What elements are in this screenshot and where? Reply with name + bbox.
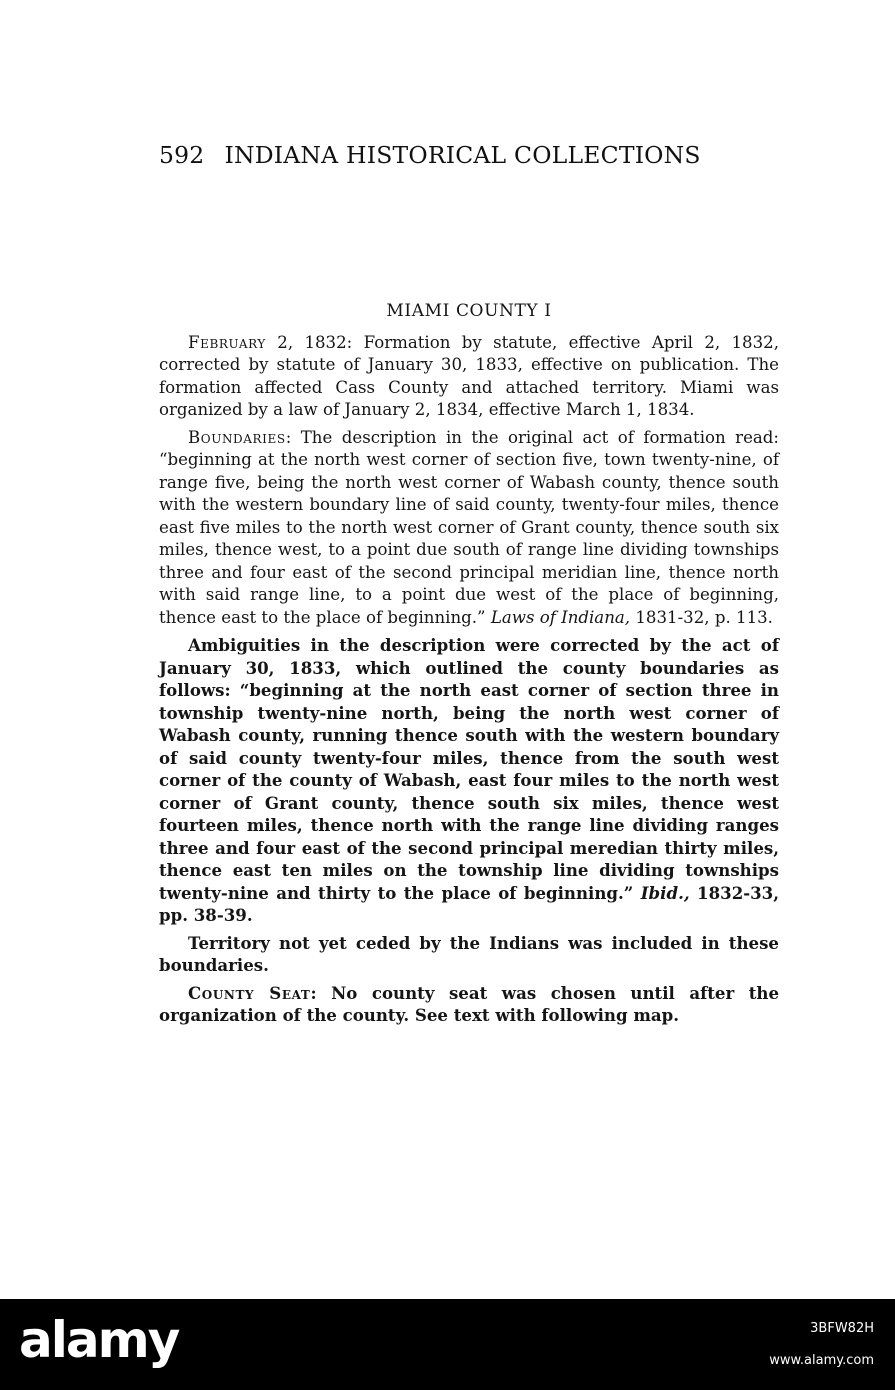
paragraph-formation [159,332,779,422]
paragraph-county-seat [159,982,779,1027]
site-url: www.alamy.com [769,1353,874,1368]
paragraph-boundaries [159,427,779,630]
lead-county-seat: County Seat [188,982,311,1003]
page-number: 592 [159,141,205,169]
lead-boundaries: Boundaries [188,427,286,447]
image-id: 3BFW82H [810,1321,874,1336]
paragraph-territory [159,932,779,977]
citation-ibid-tail: 1832-33, pp. 38-39. [159,882,780,925]
territory-text: Territory not yet ceded by the Indians was included in these boundaries. [159,932,779,975]
citation-ibid: Ibid., [640,882,690,903]
formation-text: 2, 1832: Formation by statute, effective April 2, 1832, corrected by statute of January 30, 1833, effective on publication. The formation affected Cass County and attached territory. Miami was organized by a law of January 2, 1834, effective March 1, 1834. [159,332,779,419]
boundaries-text: : The description in the original act of formation read: “beginning at the north west corner of section five, town twenty-nine, of range five, being the north west corner of Wabash county, thence south with the western boundary line of said county, twenty-four miles, thence east five miles to the north west corner of Grant county, thence south six miles, thence west, to a point due south of range line dividing townships three and four east of the second principal meridian line, thence north with said range line, to a point due west of the place of beginning, thence east to the place of beginning.” [159,427,779,627]
ambiguities-text: Ambiguities in the description were corrected by the act of January 30, 1833, which outlined the county boundaries as follows: “beginning at the north east corner of section three in township twenty-nine north, being the north west corner of Wabash county, running thence south with the western boundary of said county twenty-four miles, thence from the south west corner of the county of Wabash, east four miles to the north west corner of Grant county, thence south six miles, thence west fourteen miles, thence north with the range line dividing ranges three and four east of the second principal meredian thirty miles, thence east ten miles on the township line dividing townships twenty-nine and thirty to the place of beginning.” [159,635,779,903]
citation-laws: Laws of Indiana, [490,607,631,627]
book-title: INDIANA HISTORICAL COLLECTIONS [224,141,701,169]
county-seat-text: : No county seat was chosen until after the organization of the county. See text with following map. [159,982,780,1025]
alamy-logo: alamy [19,1311,179,1369]
lead-february: February [188,332,266,352]
section-heading: MIAMI COUNTY I [386,301,552,321]
running-head [159,141,739,169]
citation-laws-tail: 1831-32, p. 113. [630,607,773,627]
paragraph-ambiguities [159,634,779,927]
section-body [159,300,779,1032]
stock-watermark-band [0,1299,895,1390]
